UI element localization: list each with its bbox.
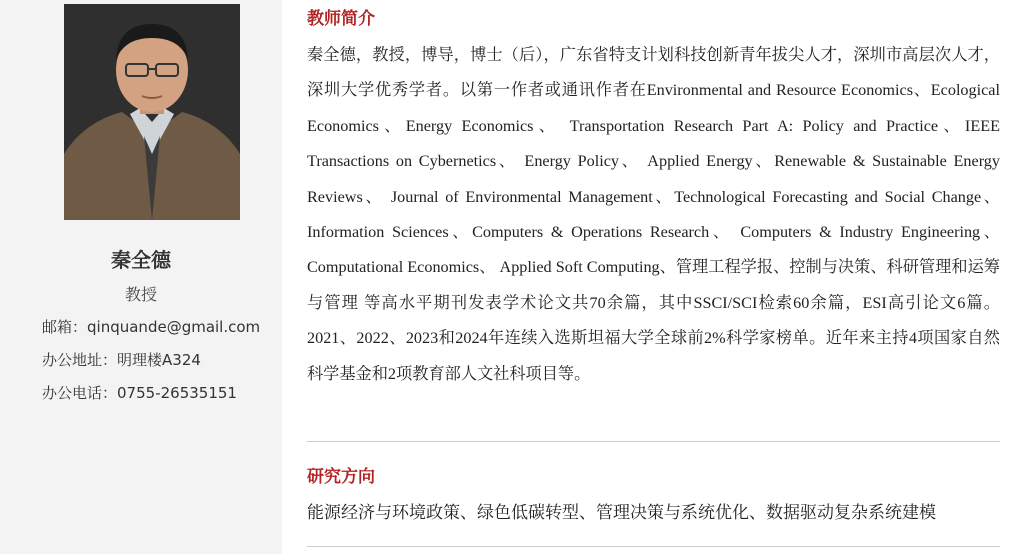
research-text: 能源经济与环境政策、绿色低碳转型、管理决策与系统优化、数据驱动复杂系统建模	[307, 503, 936, 523]
section-divider	[307, 441, 1000, 442]
phone-value: 0755-26535151	[117, 384, 237, 402]
intro-heading: 教师简介	[307, 9, 375, 29]
section-divider-bottom	[307, 546, 1000, 547]
phone-row	[42, 382, 237, 403]
profile-photo	[64, 4, 240, 220]
email-row	[42, 316, 260, 337]
email-value[interactable]: qinquande@gmail.com	[87, 318, 261, 336]
intro-text: 秦全德，教授，博导，博士（后），广东省特支计划科技创新青年拔尖人才，深圳市高层次人才，深圳大学优秀学者。以第一作者或通讯作者在Environmental and Resource Economics、Ecological Economics、Energy Economics、 Transportation Research Part A: Policy and Practice、IEEE Transactions on Cybernetics、 Energy Policy、 Applied Energy、Renewable & Sustainable Energy Reviews、 Journal of Environmental Management、Technological Forecasting and Social Change、Information Sciences、Computers & Operations Research、 Computers & Industry Engineering、 Computational Economics、 Applied Soft Computing、管理工程学报、控制与决策、科研管理和运筹与管理 等高水平期刊发表学术论文共70余篇，其中SSCI/SCI检索60余篇，ESI高引论文6篇。2021、2022、2023和2024年连续入选斯坦福大学全球前2%科学家榜单。近年来主持4项国家自然科学基金和2项教育部人文社科项目等。	[307, 46, 1000, 383]
research-heading: 研究方向	[307, 467, 375, 487]
profile-sidebar	[0, 0, 282, 554]
teacher-name: 秦全德	[111, 248, 171, 272]
office-value: 明理楼A324	[117, 351, 201, 369]
phone-label: 办公电话：	[42, 384, 118, 402]
teacher-title: 教授	[124, 285, 157, 304]
office-row	[42, 349, 201, 370]
office-label: 办公地址：	[42, 351, 118, 369]
email-label: 邮箱：	[42, 318, 88, 336]
